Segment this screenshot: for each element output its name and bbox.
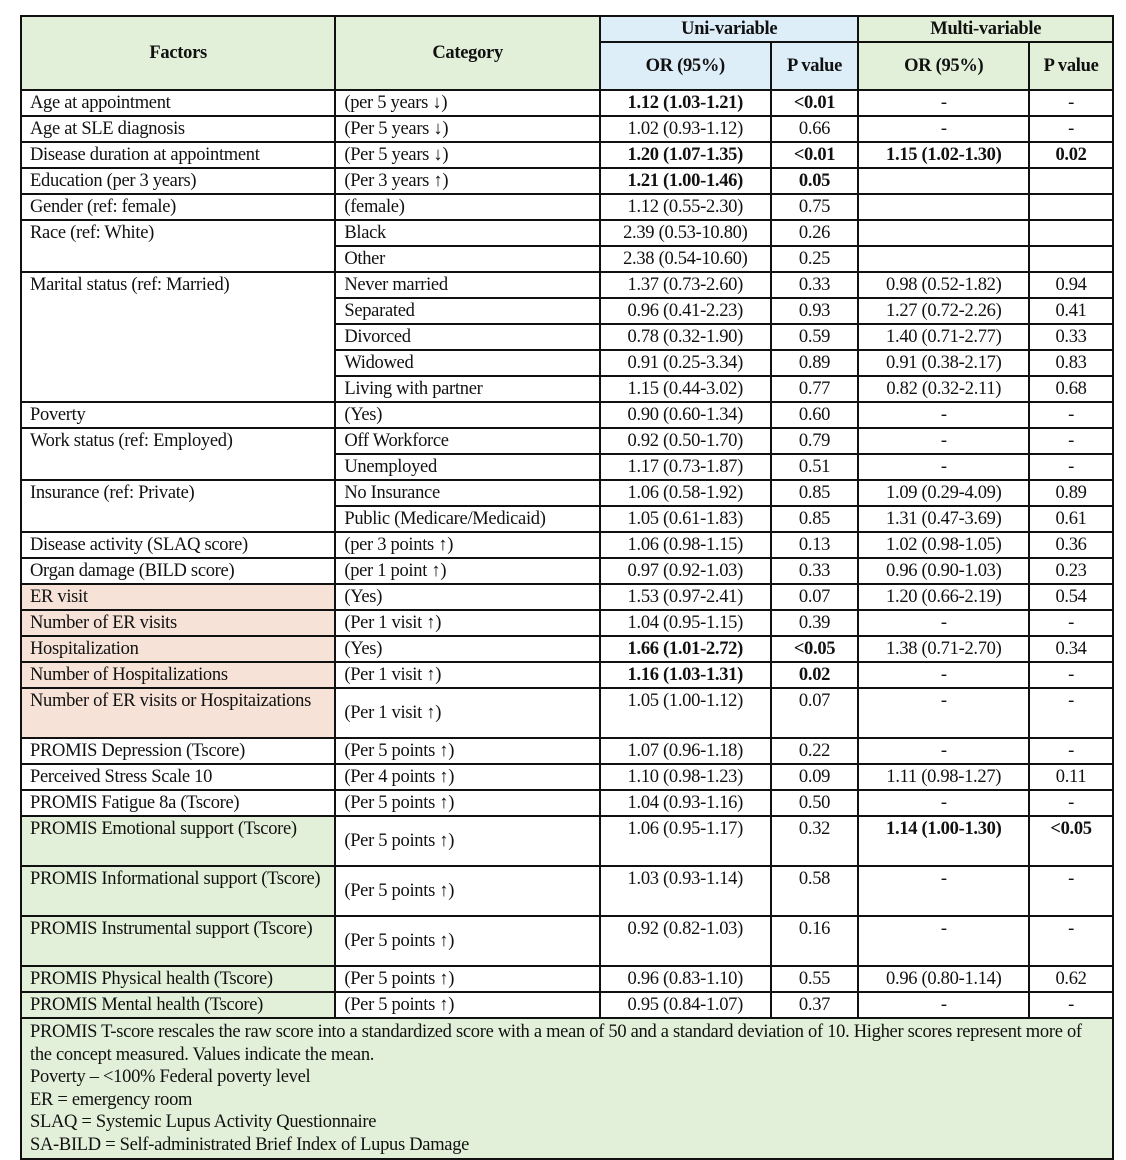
uni-or-cell: 0.96 (0.41-2.23) (600, 298, 771, 324)
multi-or-cell: - (858, 688, 1029, 738)
category-cell: (Yes) (335, 636, 600, 662)
factor-cell: Education (per 3 years) (21, 168, 335, 194)
multi-p-cell: 0.89 (1029, 480, 1113, 506)
multi-p-cell: - (1029, 738, 1113, 764)
multi-p-cell: - (1029, 90, 1113, 116)
odds-ratio-table (20, 15, 1114, 1160)
multi-or-cell: 0.96 (0.90-1.03) (858, 558, 1029, 584)
category-cell: Black (335, 220, 600, 246)
table-row (21, 610, 1113, 636)
multi-or-cell: 1.14 (1.00-1.30) (858, 816, 1029, 866)
category-cell: Living with partner (335, 376, 600, 402)
category-cell: Widowed (335, 350, 600, 376)
multi-p-cell: - (1029, 454, 1113, 480)
category-cell: Separated (335, 298, 600, 324)
uni-p-cell: 0.51 (771, 454, 859, 480)
multi-p-cell: - (1029, 662, 1113, 688)
category-cell: (Yes) (335, 584, 600, 610)
factor-cell: PROMIS Instrumental support (Tscore) (21, 916, 335, 966)
multi-p-cell: 0.33 (1029, 324, 1113, 350)
table-row (21, 90, 1113, 116)
footnotes (21, 1018, 1113, 1159)
multi-p-cell: 0.41 (1029, 298, 1113, 324)
uni-p-cell: 0.66 (771, 116, 859, 142)
table-row (21, 866, 1113, 916)
category-cell: (Per 1 visit ↑) (335, 610, 600, 636)
multi-p-cell: - (1029, 992, 1113, 1018)
uni-or-cell: 1.06 (0.58-1.92) (600, 480, 771, 506)
multi-or-cell: 1.40 (0.71-2.77) (858, 324, 1029, 350)
uni-p-cell: 0.85 (771, 480, 859, 506)
header-factors: Factors (21, 16, 335, 90)
multi-or-cell: 0.82 (0.32-2.11) (858, 376, 1029, 402)
multi-p-cell (1029, 220, 1113, 246)
factor-cell: Number of ER visits or Hospitaizations (21, 688, 335, 738)
multi-or-cell (858, 246, 1029, 272)
uni-p-cell: 0.58 (771, 866, 859, 916)
footnote: PROMIS T-score rescales the raw score into a standardized score with a mean of 50 and a standard deviation of 10. Higher scores represent more of the concept measured. Values indicate the mean. (30, 1022, 1082, 1065)
multi-or-cell: - (858, 402, 1029, 428)
uni-or-cell: 1.37 (0.73-2.60) (600, 272, 771, 298)
uni-p-cell: 0.07 (771, 688, 859, 738)
multi-p-cell: 0.83 (1029, 350, 1113, 376)
table-row (21, 636, 1113, 662)
multi-p-cell: 0.94 (1029, 272, 1113, 298)
multi-or-cell (858, 168, 1029, 194)
category-cell: (Per 5 points ↑) (335, 866, 600, 916)
multi-or-cell: - (858, 90, 1029, 116)
table-row (21, 532, 1113, 558)
factor-cell: ER visit (21, 584, 335, 610)
header-multi-p: P value (1029, 42, 1113, 90)
table-row (21, 992, 1113, 1018)
table-row (21, 966, 1113, 992)
uni-or-cell: 1.06 (0.98-1.15) (600, 532, 771, 558)
table-row (21, 480, 1113, 506)
factor-cell: PROMIS Informational support (Tscore) (21, 866, 335, 916)
multi-or-cell: 1.02 (0.98-1.05) (858, 532, 1029, 558)
multi-or-cell: - (858, 428, 1029, 454)
table-row (21, 662, 1113, 688)
uni-or-cell: 0.78 (0.32-1.90) (600, 324, 771, 350)
uni-p-cell: <0.01 (771, 90, 859, 116)
multi-or-cell (858, 194, 1029, 220)
footnote: SA-BILD = Self-administrated Brief Index of Lupus Damage (30, 1134, 470, 1155)
multi-p-cell: - (1029, 116, 1113, 142)
uni-or-cell: 1.20 (1.07-1.35) (600, 142, 771, 168)
uni-or-cell: 0.92 (0.82-1.03) (600, 916, 771, 966)
uni-or-cell: 1.66 (1.01-2.72) (600, 636, 771, 662)
table-row (21, 116, 1113, 142)
uni-or-cell: 1.04 (0.95-1.15) (600, 610, 771, 636)
factor-cell: Marital status (ref: Married) (21, 272, 335, 402)
uni-or-cell: 1.10 (0.98-1.23) (600, 764, 771, 790)
multi-p-cell: 0.68 (1029, 376, 1113, 402)
uni-p-cell: 0.85 (771, 506, 859, 532)
multi-p-cell: - (1029, 428, 1113, 454)
uni-p-cell: <0.05 (771, 636, 859, 662)
uni-p-cell: 0.37 (771, 992, 859, 1018)
uni-or-cell: 1.05 (1.00-1.12) (600, 688, 771, 738)
multi-p-cell: <0.05 (1029, 816, 1113, 866)
multi-p-cell: 0.23 (1029, 558, 1113, 584)
uni-p-cell: 0.50 (771, 790, 859, 816)
category-cell: (female) (335, 194, 600, 220)
footnote: ER = emergency room (30, 1089, 193, 1110)
factor-cell: Age at SLE diagnosis (21, 116, 335, 142)
uni-p-cell: 0.13 (771, 532, 859, 558)
category-cell: (Per 5 points ↑) (335, 992, 600, 1018)
factor-cell: Disease activity (SLAQ score) (21, 532, 335, 558)
category-cell: (Per 5 years ↓) (335, 142, 600, 168)
category-cell: (Per 5 points ↑) (335, 790, 600, 816)
factor-cell: PROMIS Fatigue 8a (Tscore) (21, 790, 335, 816)
factor-cell: PROMIS Emotional support (Tscore) (21, 816, 335, 866)
uni-or-cell: 0.97 (0.92-1.03) (600, 558, 771, 584)
uni-p-cell: 0.93 (771, 298, 859, 324)
multi-or-cell: - (858, 738, 1029, 764)
multi-or-cell: - (858, 116, 1029, 142)
multi-p-cell: - (1029, 610, 1113, 636)
multi-or-cell: 1.20 (0.66-2.19) (858, 584, 1029, 610)
category-cell: (Per 5 points ↑) (335, 816, 600, 866)
category-cell: (Per 3 years ↑) (335, 168, 600, 194)
multi-p-cell: - (1029, 688, 1113, 738)
table-row (21, 272, 1113, 298)
factor-cell: Number of ER visits (21, 610, 335, 636)
uni-or-cell: 0.96 (0.83-1.10) (600, 966, 771, 992)
uni-p-cell: 0.79 (771, 428, 859, 454)
uni-p-cell: 0.32 (771, 816, 859, 866)
factor-cell: Disease duration at appointment (21, 142, 335, 168)
category-cell: (per 5 years ↓) (335, 90, 600, 116)
uni-or-cell: 0.90 (0.60-1.34) (600, 402, 771, 428)
uni-or-cell: 1.53 (0.97-2.41) (600, 584, 771, 610)
multi-or-cell: 1.11 (0.98-1.27) (858, 764, 1029, 790)
multi-or-cell: - (858, 454, 1029, 480)
category-cell: (Per 5 points ↑) (335, 966, 600, 992)
table-row (21, 764, 1113, 790)
multi-p-cell: 0.11 (1029, 764, 1113, 790)
factor-cell: Perceived Stress Scale 10 (21, 764, 335, 790)
multi-p-cell: 0.34 (1029, 636, 1113, 662)
category-cell: No Insurance (335, 480, 600, 506)
multi-p-cell (1029, 246, 1113, 272)
multi-p-cell: - (1029, 402, 1113, 428)
multi-p-cell: 0.61 (1029, 506, 1113, 532)
table-row (21, 688, 1113, 738)
table-row (21, 558, 1113, 584)
uni-or-cell: 1.16 (1.03-1.31) (600, 662, 771, 688)
uni-or-cell: 1.05 (0.61-1.83) (600, 506, 771, 532)
header-uni-or: OR (95%) (600, 42, 771, 90)
multi-or-cell: - (858, 610, 1029, 636)
category-cell: (Per 5 points ↑) (335, 738, 600, 764)
factor-cell: Number of Hospitalizations (21, 662, 335, 688)
uni-or-cell: 1.04 (0.93-1.16) (600, 790, 771, 816)
uni-p-cell: 0.33 (771, 272, 859, 298)
table-row (21, 194, 1113, 220)
uni-or-cell: 1.07 (0.96-1.18) (600, 738, 771, 764)
multi-or-cell: - (858, 916, 1029, 966)
uni-or-cell: 1.17 (0.73-1.87) (600, 454, 771, 480)
multi-or-cell: 0.91 (0.38-2.17) (858, 350, 1029, 376)
table-row (21, 816, 1113, 866)
uni-p-cell: 0.07 (771, 584, 859, 610)
category-cell: Unemployed (335, 454, 600, 480)
table-row (21, 916, 1113, 966)
multi-or-cell: 1.38 (0.71-2.70) (858, 636, 1029, 662)
multi-p-cell (1029, 194, 1113, 220)
uni-p-cell: 0.25 (771, 246, 859, 272)
category-cell: Divorced (335, 324, 600, 350)
uni-or-cell: 2.39 (0.53-10.80) (600, 220, 771, 246)
table-row (21, 402, 1113, 428)
uni-or-cell: 1.06 (0.95-1.17) (600, 816, 771, 866)
footnote: Poverty – <100% Federal poverty level (30, 1067, 311, 1087)
multi-p-cell: 0.36 (1029, 532, 1113, 558)
table-row (21, 142, 1113, 168)
factor-cell: Hospitalization (21, 636, 335, 662)
uni-or-cell: 1.12 (0.55-2.30) (600, 194, 771, 220)
multi-or-cell: 1.15 (1.02-1.30) (858, 142, 1029, 168)
category-cell: Public (Medicare/Medicaid) (335, 506, 600, 532)
multi-or-cell: - (858, 662, 1029, 688)
table-row (21, 738, 1113, 764)
uni-or-cell: 1.21 (1.00-1.46) (600, 168, 771, 194)
multi-or-cell: 1.09 (0.29-4.09) (858, 480, 1029, 506)
category-cell: Other (335, 246, 600, 272)
factor-cell: Gender (ref: female) (21, 194, 335, 220)
footnote: SLAQ = Systemic Lupus Activity Questionnaire (30, 1112, 377, 1132)
category-cell: Never married (335, 272, 600, 298)
factor-cell: PROMIS Mental health (Tscore) (21, 992, 335, 1018)
multi-p-cell (1029, 168, 1113, 194)
category-cell: (Per 5 years ↓) (335, 116, 600, 142)
category-cell: (Per 4 points ↑) (335, 764, 600, 790)
header-multi-variable: Multi-variable (858, 16, 1113, 42)
uni-or-cell: 1.15 (0.44-3.02) (600, 376, 771, 402)
table-row (21, 584, 1113, 610)
multi-or-cell: 0.98 (0.52-1.82) (858, 272, 1029, 298)
category-cell: (per 3 points ↑) (335, 532, 600, 558)
multi-p-cell: 0.02 (1029, 142, 1113, 168)
header-uni-p: P value (771, 42, 859, 90)
category-cell: Off Workforce (335, 428, 600, 454)
uni-p-cell: 0.33 (771, 558, 859, 584)
uni-p-cell: 0.39 (771, 610, 859, 636)
uni-or-cell: 0.92 (0.50-1.70) (600, 428, 771, 454)
uni-p-cell: 0.55 (771, 966, 859, 992)
multi-p-cell: 0.62 (1029, 966, 1113, 992)
factor-cell: Organ damage (BILD score) (21, 558, 335, 584)
multi-or-cell: 1.31 (0.47-3.69) (858, 506, 1029, 532)
uni-or-cell: 2.38 (0.54-10.60) (600, 246, 771, 272)
factor-cell: Poverty (21, 402, 335, 428)
uni-or-cell: 0.91 (0.25-3.34) (600, 350, 771, 376)
category-cell: (per 1 point ↑) (335, 558, 600, 584)
table-row (21, 168, 1113, 194)
table-row (21, 220, 1113, 246)
uni-p-cell: 0.59 (771, 324, 859, 350)
category-cell: (Per 5 points ↑) (335, 916, 600, 966)
factor-cell: Age at appointment (21, 90, 335, 116)
factor-cell: PROMIS Depression (Tscore) (21, 738, 335, 764)
uni-p-cell: 0.75 (771, 194, 859, 220)
multi-or-cell: - (858, 992, 1029, 1018)
uni-or-cell: 0.95 (0.84-1.07) (600, 992, 771, 1018)
header-uni-variable: Uni-variable (600, 16, 859, 42)
multi-p-cell: 0.54 (1029, 584, 1113, 610)
uni-p-cell: 0.89 (771, 350, 859, 376)
factor-cell: PROMIS Physical health (Tscore) (21, 966, 335, 992)
uni-p-cell: 0.77 (771, 376, 859, 402)
table-body (21, 90, 1113, 1018)
multi-or-cell: 0.96 (0.80-1.14) (858, 966, 1029, 992)
factor-cell: Race (ref: White) (21, 220, 335, 272)
uni-p-cell: 0.02 (771, 662, 859, 688)
multi-or-cell: - (858, 866, 1029, 916)
factor-cell: Insurance (ref: Private) (21, 480, 335, 532)
uni-p-cell: 0.05 (771, 168, 859, 194)
table-row (21, 790, 1113, 816)
category-cell: (Per 1 visit ↑) (335, 662, 600, 688)
multi-p-cell: - (1029, 916, 1113, 966)
uni-p-cell: 0.16 (771, 916, 859, 966)
uni-p-cell: 0.09 (771, 764, 859, 790)
uni-or-cell: 1.02 (0.93-1.12) (600, 116, 771, 142)
uni-or-cell: 1.12 (1.03-1.21) (600, 90, 771, 116)
uni-p-cell: 0.26 (771, 220, 859, 246)
multi-or-cell: 1.27 (0.72-2.26) (858, 298, 1029, 324)
header-category: Category (335, 16, 600, 90)
multi-p-cell: - (1029, 790, 1113, 816)
multi-or-cell (858, 220, 1029, 246)
uni-or-cell: 1.03 (0.93-1.14) (600, 866, 771, 916)
header-multi-or: OR (95%) (858, 42, 1029, 90)
category-cell: (Yes) (335, 402, 600, 428)
multi-or-cell: - (858, 790, 1029, 816)
uni-p-cell: <0.01 (771, 142, 859, 168)
uni-p-cell: 0.60 (771, 402, 859, 428)
multi-p-cell: - (1029, 866, 1113, 916)
factor-cell: Work status (ref: Employed) (21, 428, 335, 480)
uni-p-cell: 0.22 (771, 738, 859, 764)
category-cell: (Per 1 visit ↑) (335, 688, 600, 738)
table-row (21, 428, 1113, 454)
